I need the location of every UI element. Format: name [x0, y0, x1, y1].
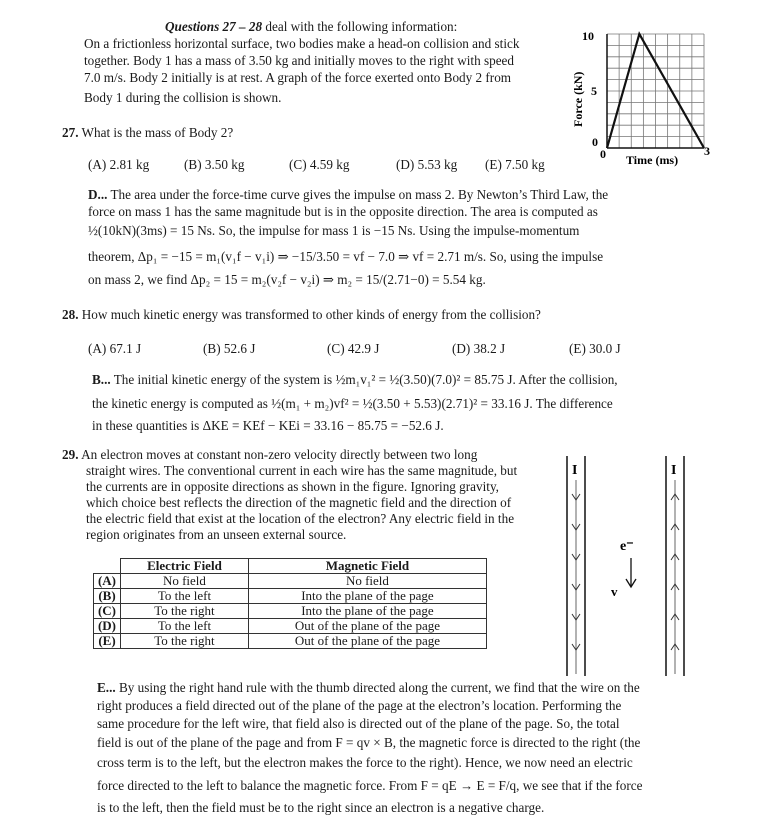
q27-solution-line-2: force on mass 1 has the same magnitude but is in the opposite direction. The area is computed as — [88, 204, 598, 219]
intro-line-4: Body 1 during the collision is shown. — [84, 90, 282, 105]
row-c-electric: To the right — [121, 604, 249, 619]
table-row — [94, 619, 487, 634]
table-header-blank — [94, 559, 121, 574]
q27-question — [62, 125, 233, 141]
table-row — [94, 574, 487, 589]
intro-heading-suffix: deal with the following information: — [262, 19, 458, 34]
q29-solution-line-1 — [97, 680, 640, 696]
q27-solution-line-5: on mass 2, we find Δp₂ = 15 = m₂(v₂f − v₂i) ⇒ m₂ = 15/(2.71−0) = 5.54 kg. — [88, 272, 486, 287]
intro-heading — [165, 19, 457, 35]
q27-choice-b: (B) 3.50 kg — [184, 157, 245, 172]
q28-choice-a: (A) 67.1 J — [88, 341, 142, 356]
row-b-electric: To the left — [121, 589, 249, 604]
q27-solution-line-3: ½(10kN)(3ms) = 15 Ns. So, the impulse for mass 1 is −15 Ns. Using the impulse-momentum — [88, 223, 580, 238]
row-d-magnetic: Out of the plane of the page — [248, 619, 486, 634]
q29-question-line-1 — [62, 447, 477, 463]
q28-question — [62, 307, 541, 323]
q28-answer: B... — [92, 372, 111, 387]
q27-number: 27. — [62, 125, 79, 140]
q29-question-line-4: which choice best reflects the direction of the magnetic field and the direction of — [86, 495, 512, 510]
right-current-label: I — [671, 463, 677, 478]
row-e-label: (E) — [94, 634, 121, 649]
y-axis-label: Force (kN) — [571, 71, 585, 127]
intro-line-1: On a frictionless horizontal surface, two bodies make a head-on collision and stick — [84, 36, 520, 51]
table-header-row — [94, 559, 487, 574]
q28-solution-text-1: The initial kinetic energy of the system is ½m₁v₁² = ½(3.50)(7.0)² = 85.75 J. After the collision, — [113, 372, 618, 387]
q27-solution-line-1 — [88, 187, 608, 203]
q29-answer: E... — [97, 680, 116, 695]
q27-choice-d: (D) 5.53 kg — [396, 157, 458, 172]
q29-solution-line-6: force directed to the left to balance the magnetic force. From F = qE → E = F/q, we see that if the force — [97, 778, 643, 793]
table-row — [94, 604, 487, 619]
q29-choices-table — [93, 558, 487, 649]
q28-solution-line-2: the kinetic energy is computed as ½(m₁ + m₂)vf² = ½(3.50 + 5.53)(2.71)² = 33.16 J. The difference — [92, 396, 613, 411]
wires-figure — [556, 450, 696, 678]
q29-solution-line-7: is to the left, then the field must be to the right since an electron is a negative charge. — [97, 800, 545, 815]
q28-number: 28. — [62, 307, 79, 322]
q29-question-line-6: region originates from an unseen external source. — [86, 527, 347, 542]
table-header-electric: Electric Field — [121, 559, 249, 574]
row-d-label: (D) — [94, 619, 121, 634]
x-axis-label: Time (ms) — [626, 153, 679, 167]
q29-question-line-3: the currents are in opposite directions as shown in the figure. Ignoring gravity, — [86, 479, 499, 494]
q29-solution-line-3: same procedure for the left wire, that field also is directed out of the plane of the page. So, the total — [97, 716, 620, 731]
q29-question-line-5: the electric field that exist at the location of the electron? Any electric field in the — [86, 511, 515, 526]
force-time-graph — [562, 22, 722, 172]
graph-grid — [607, 34, 704, 148]
y-tick-10: 10 — [582, 29, 594, 43]
q28-choices — [0, 341, 782, 357]
table-header-magnetic: Magnetic Field — [248, 559, 486, 574]
q27-solution-text-1: The area under the force-time curve gives the impulse on mass 2. By Newton’s Third Law, the — [110, 187, 609, 202]
q29-solution-line-5: cross term is to the left, but the electron makes the force to the right). Hence, we now need an electric — [97, 755, 633, 770]
row-a-electric: No field — [121, 574, 249, 589]
q29-solution-line-2: right produces a field directed out of the plane of the page at the electron’s location. Performing the — [97, 698, 622, 713]
x-tick-0: 0 — [600, 147, 606, 161]
y-tick-5: 5 — [591, 84, 597, 98]
q27-answer: D... — [88, 187, 108, 202]
q29-text-1: An electron moves at constant non-zero velocity directly between two long — [81, 447, 478, 462]
row-c-label: (C) — [94, 604, 121, 619]
q29-question-line-2: straight wires. The conventional current in each wire has the same magnitude, but — [86, 463, 518, 478]
electron-label: e⁻ — [620, 539, 634, 554]
intro-line-3: 7.0 m/s. Body 2 initially is at rest. A graph of the force exerted onto Body 2 from — [84, 70, 512, 85]
y-tick-0: 0 — [592, 135, 598, 149]
row-b-magnetic: Into the plane of the page — [248, 589, 486, 604]
row-b-label: (B) — [94, 589, 121, 604]
row-c-magnetic: Into the plane of the page — [248, 604, 486, 619]
q29-solution-text-1: By using the right hand rule with the thumb directed along the current, we find that the wire on the — [118, 680, 640, 695]
velocity-label: v — [611, 584, 618, 599]
intro-heading-title: Questions 27 – 28 — [165, 19, 263, 34]
q28-choice-b: (B) 52.6 J — [203, 341, 256, 356]
row-a-label: (A) — [94, 574, 121, 589]
q28-text: How much kinetic energy was transformed to other kinds of energy from the collision? — [81, 307, 541, 322]
q29-number: 29. — [62, 447, 79, 462]
q28-solution-line-1 — [92, 372, 618, 388]
row-a-magnetic: No field — [248, 574, 486, 589]
row-e-magnetic: Out of the plane of the page — [248, 634, 486, 649]
x-tick-3: 3 — [704, 144, 710, 158]
q28-choice-e: (E) 30.0 J — [569, 341, 621, 356]
q27-choice-e: (E) 7.50 kg — [485, 157, 545, 172]
q27-solution-line-4: theorem, Δp₁ = −15 = m₁(v₁f − v₁i) ⇒ −15/3.50 = vf − 7.0 ⇒ vf = 2.71 m/s. So, using the impulse — [88, 249, 604, 264]
table-row — [94, 634, 487, 649]
q27-choices — [0, 157, 782, 173]
q28-choice-c: (C) 42.9 J — [327, 341, 380, 356]
row-d-electric: To the left — [121, 619, 249, 634]
q27-choice-c: (C) 4.59 kg — [289, 157, 350, 172]
left-current-label: I — [572, 463, 578, 478]
q28-choice-d: (D) 38.2 J — [452, 341, 506, 356]
q27-text: What is the mass of Body 2? — [81, 125, 234, 140]
q28-solution-line-3: in these quantities is ΔKE = KEf − KEi = 33.16 − 85.75 = −52.6 J. — [92, 418, 444, 433]
q29-solution-line-4: field is out of the plane of the page and from F = qv × B, the magnetic force is directed to the right (the — [97, 735, 641, 750]
row-e-electric: To the right — [121, 634, 249, 649]
q27-choice-a: (A) 2.81 kg — [88, 157, 150, 172]
table-row — [94, 589, 487, 604]
intro-line-2: together. Body 1 has a mass of 3.50 kg and initially moves to the right with speed — [84, 53, 514, 68]
